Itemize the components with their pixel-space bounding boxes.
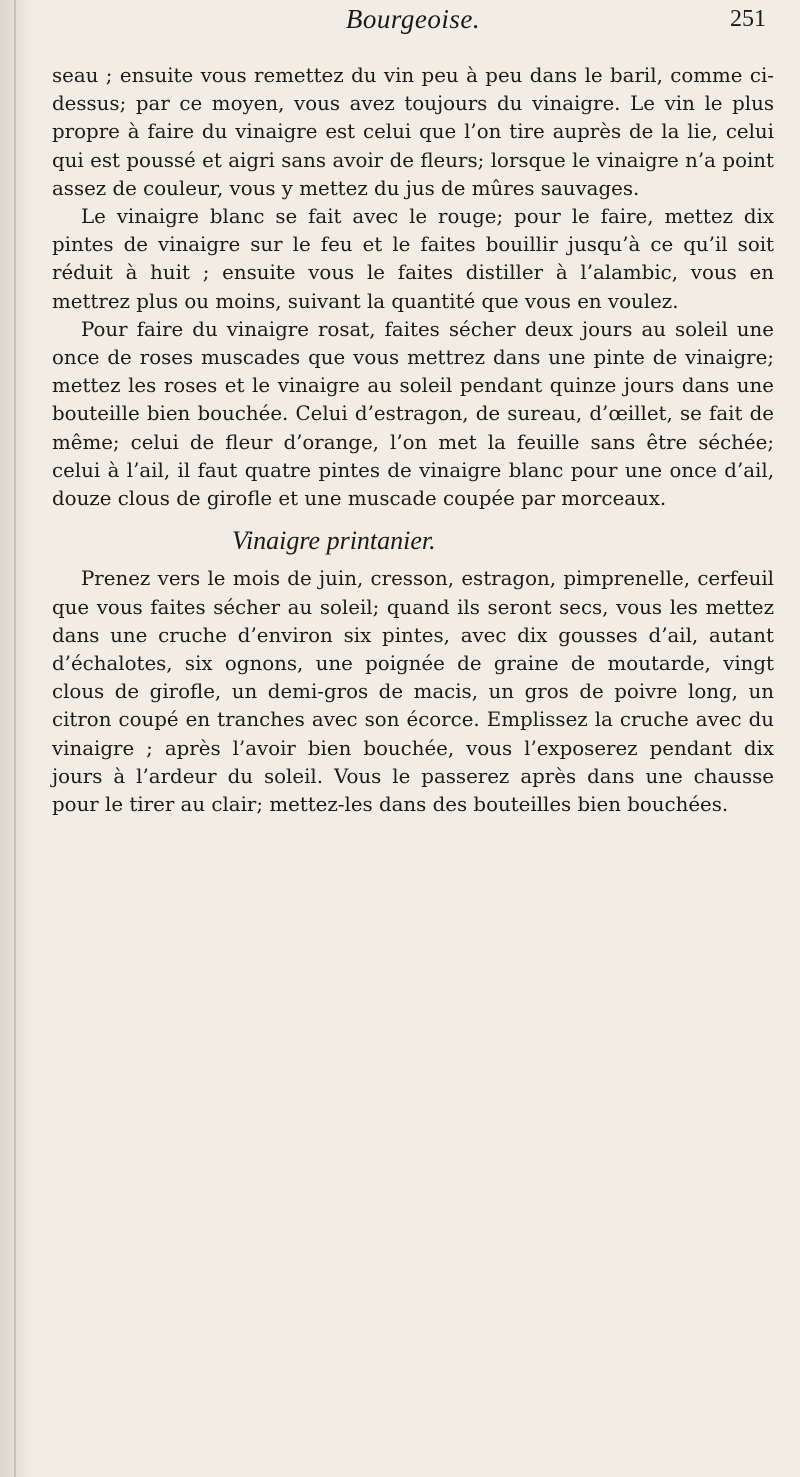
header-title: Bourgeoise. [345, 4, 481, 34]
paragraph-vinaigre-blanc: Le vinaigre blanc se fait avec le rouge; pour le faire, mettez dix pintes de vinaigre sur le feu et le faites bouillir jusqu’à ce qu’il soit réduit à huit ; ensuite vous le faites distiller à l’alambic, vous en mettrez plus ou moins, suivant la quantité que vous en voulez. [52, 205, 774, 313]
paragraph-vinaigre-printanier: Prenez vers le mois de juin, cresson, estragon, pimprenelle, cerfeuil que vous faites sécher au soleil; quand ils seront secs, vous les mettez dans une cruche d’environ six pintes, avec dix gousses d’ail, autant d’échalotes, six ognons, une poignée de graine de moutarde, vingt clous de girofle, un demi-gros de macis, un gros de poivre long, un citron coupé en tranches avec son écorce. Emplissez la cruche avec du vinaigre ; après l’avoir bien bouchée, vous l’exposerez pendant dix jours à l’ardeur du soleil. Vous le passerez après dans une chausse pour le tirer au clair; mettez-les dans des bouteilles bien bouchées. [52, 567, 774, 817]
running-head [52, 0, 774, 42]
body-text [52, 62, 774, 819]
binding-gutter [0, 0, 34, 1477]
section-heading: Vinaigre printanier. [232, 526, 436, 556]
page-number: 251 [730, 6, 766, 32]
gutter-shadow-line [14, 0, 16, 1477]
book-page [52, 0, 774, 819]
paragraph-continuation: seau ; ensuite vous remettez du vin peu à peu dans le baril, comme ci-dessus; par ce moyen, vous avez toujours du vinaigre. Le vin le plus propre à faire du vinaigre est celui que l’on tire auprès de la lie, celui qui est poussé et aigri sans avoir de fleurs; lorsque le vinaigre n’a point assez de couleur, vous y mettez du jus de mûres sauvages. [52, 64, 774, 200]
paragraph-vinaigre-rosat: Pour faire du vinaigre rosat, faites sécher deux jours au soleil une once de roses muscades que vous mettrez dans une pinte de vinaigre; mettez les roses et le vinaigre au soleil pendant quinze jours dans une bouteille bien bouchée. Celui d’estragon, de sureau, d’œillet, se fait de même; celui de fleur d’orange, l’on met la feuille sans être séchée; celui à l’ail, il faut quatre pintes de vinaigre blanc pour une once d’ail, douze clous de girofle et une muscade coupée par morceaux. [52, 317, 774, 511]
